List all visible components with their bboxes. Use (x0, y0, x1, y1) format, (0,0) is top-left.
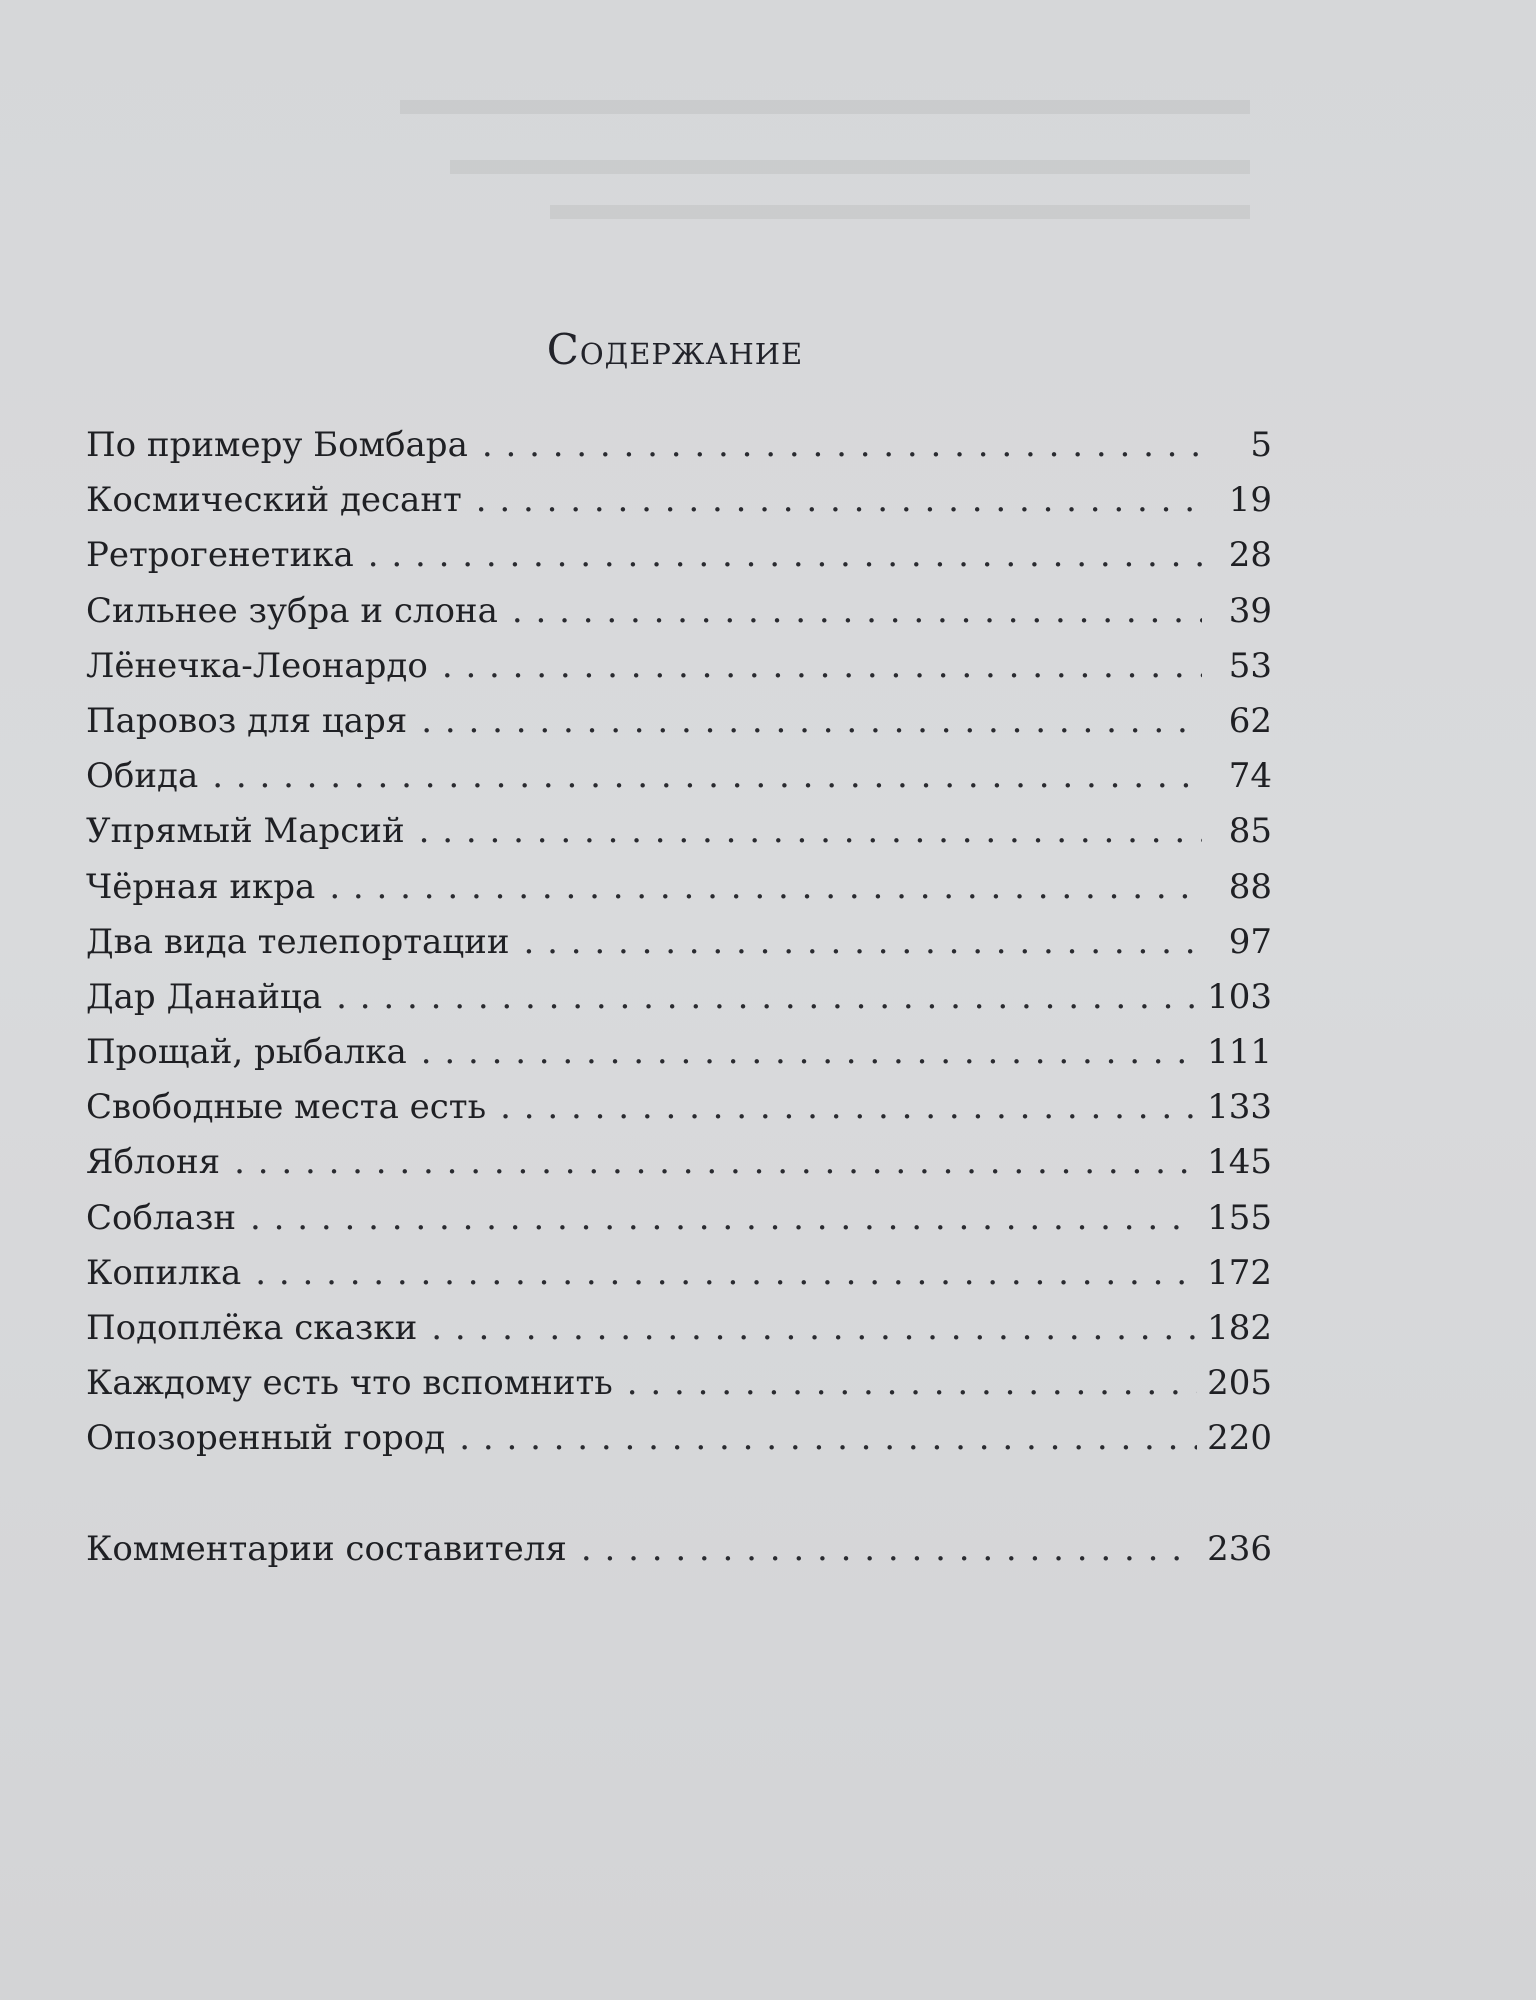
toc-entry (86, 756, 1272, 811)
page-title: Содержание (546, 325, 804, 374)
toc-entry-title: Сильнее зубра и слона (86, 590, 498, 631)
toc-entry-page: 145 (1207, 1142, 1272, 1183)
toc-leader-dots (419, 811, 1202, 851)
toc-entry (86, 1418, 1272, 1473)
toc-entry-page: 155 (1207, 1197, 1272, 1238)
toc-entry-title: Опозоренный город (86, 1418, 446, 1459)
toc-leader-dots (442, 646, 1202, 686)
toc-entry-title: Два вида телепортации (86, 921, 510, 962)
toc-leader-dots (500, 1087, 1197, 1127)
toc-leader-dots (255, 1253, 1197, 1293)
toc-entry-page: 85 (1228, 811, 1272, 852)
toc-leader-dots (329, 867, 1202, 907)
toc-leader-dots (476, 480, 1202, 520)
toc-leader-dots (212, 756, 1202, 796)
toc-entry-title: Обида (86, 756, 199, 797)
toc-entry-page: 5 (1250, 425, 1272, 465)
toc-entry-page: 182 (1207, 1308, 1272, 1348)
toc-entry (86, 646, 1272, 701)
toc-entry (86, 1363, 1272, 1418)
toc-entry-title: Лёнечка-Леонардо (86, 645, 428, 686)
toc-entry-page: 133 (1207, 1087, 1272, 1128)
toc-leader-dots (421, 701, 1202, 741)
toc-entry (86, 811, 1272, 866)
toc-entry-page: 220 (1207, 1418, 1272, 1459)
toc-entry (86, 591, 1272, 646)
toc-entry-title: Паровоз для царя (86, 700, 408, 741)
toc-entry-title: Подоплёка сказки (86, 1308, 418, 1348)
toc-leader-dots (482, 425, 1202, 465)
toc-entry-page: 205 (1207, 1363, 1272, 1404)
toc-entry-page: 103 (1207, 976, 1272, 1017)
toc-entry-page: 19 (1228, 480, 1272, 521)
toc-leader-dots (368, 535, 1202, 575)
toc-leader-dots (421, 1032, 1197, 1072)
toc-leader-dots (512, 591, 1202, 631)
toc-leader-dots (336, 977, 1197, 1017)
toc-entry-title: Космический десант (86, 480, 462, 521)
toc-entry-page: 172 (1207, 1252, 1272, 1293)
toc-entry (86, 1087, 1272, 1142)
toc-entry-page: 62 (1228, 700, 1272, 741)
toc-entry-page: 39 (1228, 590, 1272, 631)
toc-entry (86, 1198, 1272, 1253)
toc-entry-title: Дар Данайца (86, 976, 323, 1017)
toc-entry-page: 236 (1207, 1528, 1272, 1569)
toc-leader-dots (524, 922, 1203, 962)
toc-entry (86, 1032, 1272, 1087)
show-through-decoration (550, 205, 1250, 219)
toc-entry-page: 97 (1228, 921, 1272, 962)
toc-entry (86, 977, 1272, 1032)
toc-entry-title: Чёрная икра (86, 866, 316, 907)
toc-entry-title: Ретрогенетика (86, 535, 354, 576)
toc-entry-title: Копилка (86, 1252, 242, 1293)
toc-entry-title: Комментарии составителя (86, 1528, 567, 1569)
toc-entry-title: Яблоня (86, 1142, 221, 1183)
toc-entry (86, 867, 1272, 922)
toc-entry (86, 1308, 1272, 1363)
toc-entry-title: Свободные места есть (86, 1087, 487, 1128)
toc-entry-title: Упрямый Марсий (86, 811, 405, 852)
toc-entry-title: По примеру Бомбара (86, 425, 468, 465)
toc-entry-page: 111 (1207, 1032, 1272, 1073)
toc-entry (86, 922, 1272, 977)
toc-leader-dots (627, 1363, 1197, 1403)
toc-entry-page: 53 (1228, 645, 1272, 686)
toc-entry (86, 535, 1272, 590)
toc-spacer (86, 1474, 1272, 1529)
show-through-decoration (450, 160, 1250, 174)
table-of-contents (86, 425, 1272, 1584)
toc-entry-final (86, 1529, 1272, 1584)
toc-entry (86, 425, 1272, 480)
toc-entry-title: Каждому есть что вспомнить (86, 1363, 613, 1404)
toc-entry (86, 1142, 1272, 1197)
toc-entry-page: 88 (1228, 866, 1272, 907)
toc-entry-title: Соблазн (86, 1197, 237, 1238)
toc-entry (86, 1253, 1272, 1308)
toc-leader-dots (581, 1529, 1197, 1569)
toc-leader-dots (431, 1308, 1197, 1348)
toc-entry (86, 701, 1272, 756)
show-through-decoration (400, 100, 1250, 114)
toc-leader-dots (250, 1198, 1197, 1238)
toc-entry-page: 74 (1228, 756, 1272, 797)
toc-entry (86, 480, 1272, 535)
toc-entry-title: Прощай, рыбалка (86, 1032, 407, 1073)
toc-leader-dots (234, 1142, 1197, 1182)
toc-entry-page: 28 (1228, 535, 1272, 576)
toc-leader-dots (459, 1418, 1197, 1458)
